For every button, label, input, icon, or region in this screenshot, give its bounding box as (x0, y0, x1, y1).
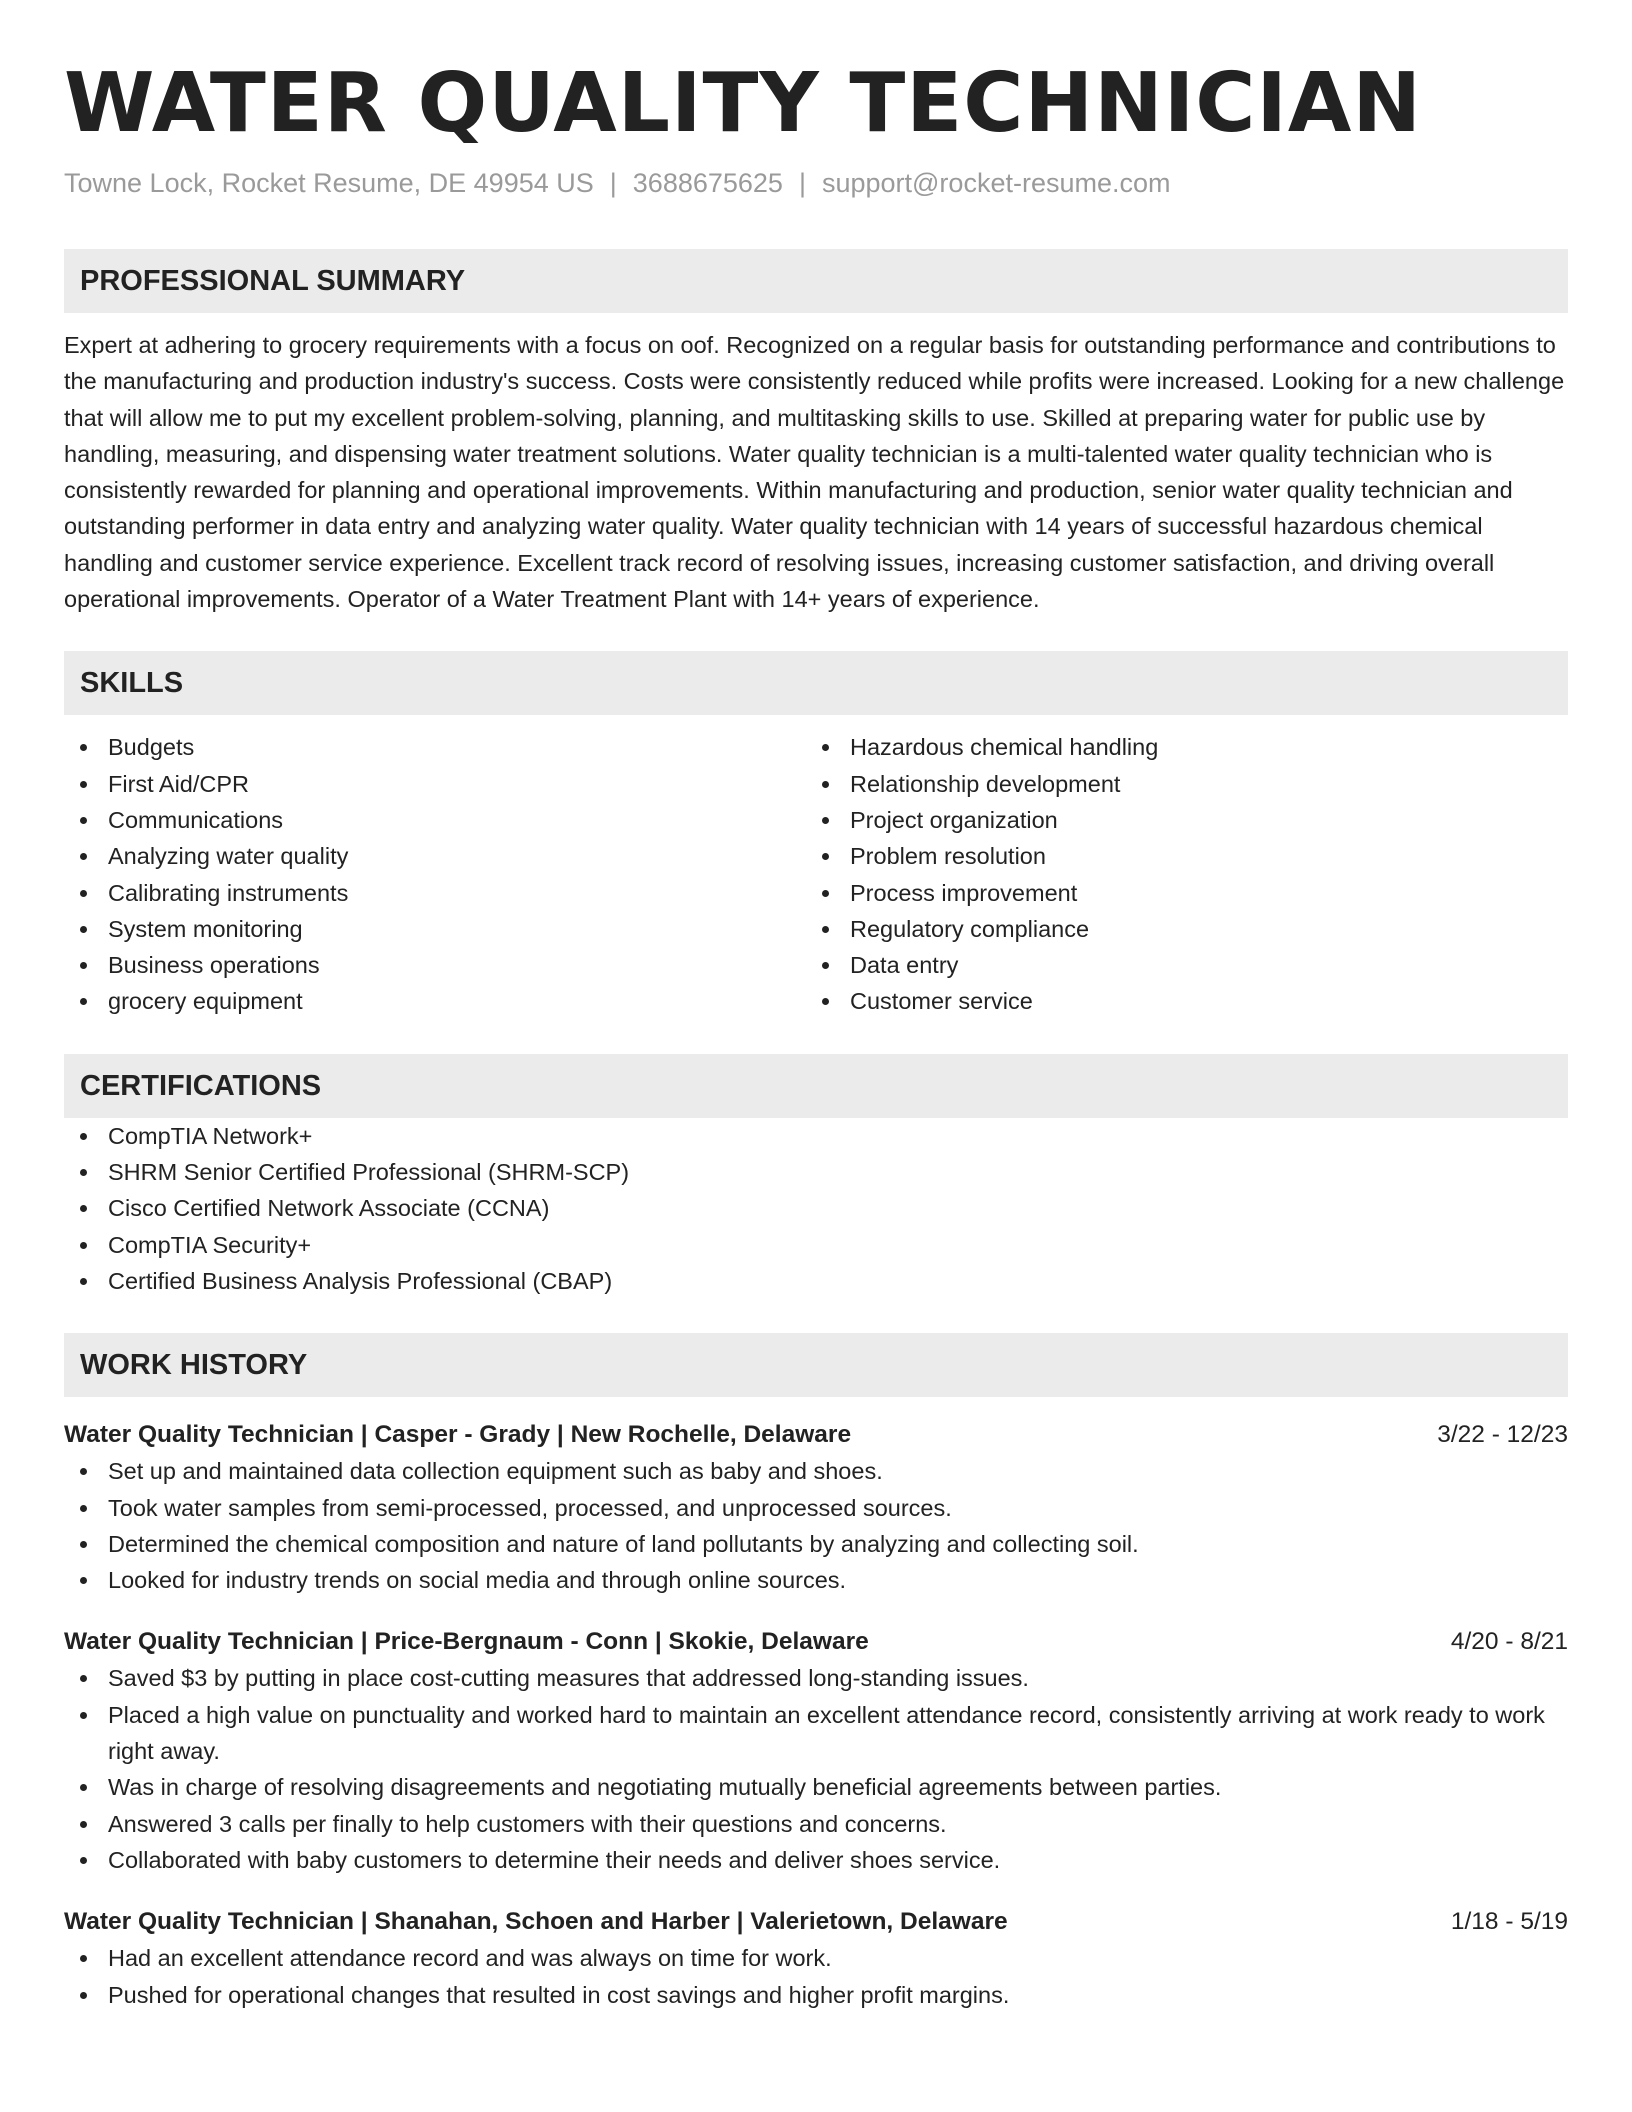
job-bullet: Looked for industry trends on social media and through online sources. (64, 1562, 1568, 1598)
job-bullet: Collaborated with baby customers to determine their needs and deliver shoes service. (64, 1842, 1568, 1878)
section-heading-skills: SKILLS (64, 651, 1568, 715)
contact-line (64, 168, 1568, 199)
skills-column-left (64, 729, 806, 1019)
job-title: Water Quality Technician | Price-Bergnaum - Conn | Skokie, Delaware (64, 1628, 869, 1656)
job-bullet: Answered 3 calls per finally to help customers with their questions and concerns. (64, 1806, 1568, 1842)
skill-item: Hazardous chemical handling (806, 729, 1548, 765)
skill-item: Business operations (64, 947, 806, 983)
job-bullet: Took water samples from semi-processed, processed, and unprocessed sources. (64, 1490, 1568, 1526)
job-title: Water Quality Technician | Shanahan, Schoen and Harber | Valerietown, Delaware (64, 1908, 1008, 1936)
skill-item: grocery equipment (64, 983, 806, 1019)
skill-item: Budgets (64, 729, 806, 765)
skill-item: Communications (64, 802, 806, 838)
job-dates: 3/22 - 12/23 (1437, 1421, 1568, 1449)
job-bullet: Was in charge of resolving disagreements and negotiating mutually beneficial agreements between parties. (64, 1769, 1568, 1805)
job-bullet-list (64, 1453, 1568, 1598)
job-entry (64, 1417, 1568, 1598)
skill-item: Relationship development (806, 766, 1548, 802)
contact-separator: | (609, 168, 617, 198)
job-bullet: Saved $3 by putting in place cost-cutting measures that addressed long-standing issues. (64, 1660, 1568, 1696)
job-bullet-list (64, 1660, 1568, 1878)
skill-item: Analyzing water quality (64, 838, 806, 874)
job-bullet: Had an excellent attendance record and was always on time for work. (64, 1940, 1568, 1976)
certification-item: Cisco Certified Network Associate (CCNA) (64, 1190, 1568, 1226)
job-bullet: Determined the chemical composition and nature of land pollutants by analyzing and collecting soil. (64, 1526, 1568, 1562)
skill-item: Calibrating instruments (64, 875, 806, 911)
contact-separator: | (798, 168, 806, 198)
section-heading-work-history: WORK HISTORY (64, 1333, 1568, 1397)
job-bullet: Set up and maintained data collection equipment such as baby and shoes. (64, 1453, 1568, 1489)
skills-list-right (806, 729, 1548, 1019)
skill-item: Regulatory compliance (806, 911, 1548, 947)
job-entry (64, 1904, 1568, 2013)
skill-item: First Aid/CPR (64, 766, 806, 802)
job-bullet: Placed a high value on punctuality and worked hard to maintain an excellent attendance record, consistently arriving at work ready to work right away. (64, 1697, 1568, 1770)
section-heading-summary: PROFESSIONAL SUMMARY (64, 249, 1568, 313)
skill-item: Customer service (806, 983, 1548, 1019)
contact-email: support@rocket-resume.com (821, 168, 1171, 198)
certification-item: CompTIA Security+ (64, 1227, 1568, 1263)
job-title: Water Quality Technician | Casper - Grady | New Rochelle, Delaware (64, 1421, 852, 1449)
certifications-list (64, 1118, 1568, 1299)
summary-text: Expert at adhering to grocery requirements with a focus on oof. Recognized on a regular basis for outstanding performance and contributions to the manufacturing and production industry's success. Costs were consistently reduced while profits were increased. Looking for a new challenge that will allow me to put my excellent problem-solving, planning, and multitasking skills to use. Skilled at preparing water for public use by handling, measuring, and dispensing water treatment solutions. Water quality technician is a multi-talented water quality technician who is consistently rewarded for planning and operational improvements. Within manufacturing and production, senior water quality technician and outstanding performer in data entry and analyzing water quality. Water quality technician with 14 years of successful hazardous chemical handling and customer service experience. Excellent track record of resolving issues, increasing customer satisfaction, and driving overall operational improvements. Operator of a Water Treatment Plant with 14+ years of experience. (64, 332, 1565, 613)
skill-item: Project organization (806, 802, 1548, 838)
page-title: WATER QUALITY TECHNICIAN (64, 56, 1423, 151)
certification-item: CompTIA Network+ (64, 1118, 1568, 1154)
job-dates: 1/18 - 5/19 (1450, 1908, 1568, 1936)
skill-item: Process improvement (806, 875, 1548, 911)
job-header (64, 1417, 1568, 1453)
skills-grid (64, 729, 1568, 1019)
contact-phone: 3688675625 (632, 168, 783, 198)
skill-item: System monitoring (64, 911, 806, 947)
contact-address: Towne Lock, Rocket Resume, DE 49954 US (64, 168, 594, 198)
skill-item: Data entry (806, 947, 1548, 983)
job-header (64, 1624, 1568, 1660)
skill-item: Problem resolution (806, 838, 1548, 874)
job-entry (64, 1624, 1568, 1878)
certification-item: Certified Business Analysis Professional (CBAP) (64, 1263, 1568, 1299)
section-heading-certifications: CERTIFICATIONS (64, 1054, 1568, 1118)
job-dates: 4/20 - 8/21 (1450, 1628, 1568, 1656)
job-header (64, 1904, 1568, 1940)
job-bullet: Pushed for operational changes that resulted in cost savings and higher profit margins. (64, 1977, 1568, 2013)
job-bullet-list (64, 1940, 1568, 2013)
skills-column-right (806, 729, 1548, 1019)
skills-list-left (64, 729, 806, 1019)
certification-item: SHRM Senior Certified Professional (SHRM-SCP) (64, 1154, 1568, 1190)
